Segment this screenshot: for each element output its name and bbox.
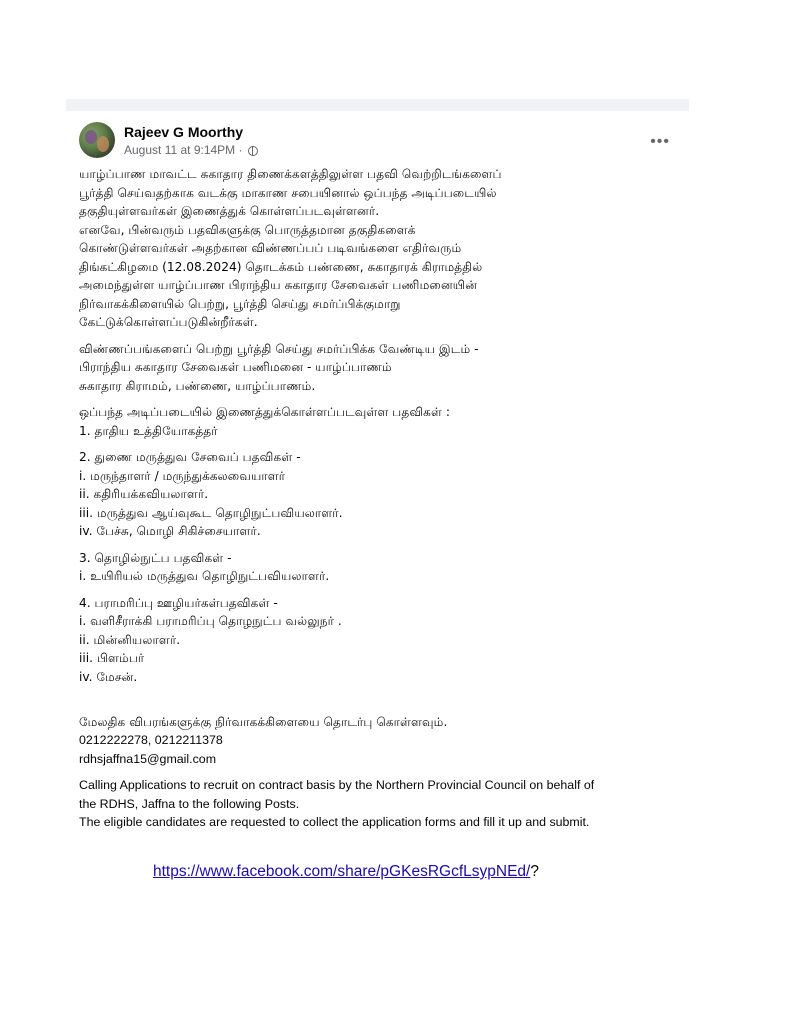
post-text-line: ii. கதிரியக்கவியலாளர். (79, 487, 209, 501)
author-avatar[interactable] (79, 122, 115, 158)
post-text-line: 3. தொழில்நுட்ப பதவிகள் - (79, 550, 232, 565)
post-text-line: பிராந்திய சுகாதார சேவைகள் பணிமனை - யாழ்ப்பாணம் (79, 360, 392, 374)
post-text-line: iii. மருத்துவ ஆய்வுகூட தொழிநுட்பவியலாளர். (79, 505, 343, 520)
post-paragraph (79, 165, 679, 332)
share-link[interactable]: https://www.facebook.com/share/pGKesRGcfLsypNEd/ (153, 863, 531, 880)
post-text-line: எனவே, பின்வரும் பதவிகளுக்கு பொருத்தமான தகுதிகளைக் (79, 222, 416, 237)
post-text-line: கேட்டுக்கொள்ளப்படுகின்றீர்கள். (79, 315, 258, 329)
globe-icon (248, 146, 258, 156)
post-paragraph (79, 549, 679, 586)
post-text-line (79, 694, 679, 713)
post-text-line: iv. மேசன். (79, 669, 138, 684)
post-text-line: 1. தாதிய உத்தியோகத்தர் (79, 423, 218, 438)
link-suffix: ? (530, 863, 539, 880)
post-text-line: மேலதிக விபரங்களுக்கு நிர்வாகக்கிளையை தொடர்பு கொள்ளவும். (79, 714, 448, 729)
post-paragraph (79, 694, 679, 768)
post-text-line: பூர்த்தி செய்வதற்காக வடக்கு மாகாண சபையினால் ஒப்பந்த அடிப்படையில் (79, 185, 497, 200)
post-header (79, 122, 674, 162)
post-text-line: i. மருந்தாளர் / மருந்துக்கலவையாளர் (79, 468, 286, 483)
more-options-button[interactable]: ••• (650, 133, 670, 150)
post-text-line: கொண்டுள்ளவர்கள் அதற்கான விண்ணப்பப் படிவங்களை எதிர்வரும் (79, 241, 462, 255)
share-link-line (153, 863, 539, 881)
post-text-line: அமைந்துள்ள யாழ்ப்பாண பிராந்திய சுகாதார சேவைகள் பணிமனையின் (79, 278, 478, 292)
post-paragraph (79, 403, 679, 440)
post-paragraph (79, 340, 679, 396)
post-text-line: i. உயிரியல் மருத்துவ தொழிநுட்பவியலாளர். (79, 569, 330, 583)
post-paragraph (79, 448, 679, 541)
post-text-line: யாழ்ப்பாண மாவட்ட சுகாதார திணைக்களத்திலுள்ள பதவி வெற்றிடங்களைப் (79, 167, 502, 181)
post-timestamp[interactable]: August 11 at 9:14PM · (124, 143, 243, 157)
post-paragraph (79, 594, 679, 687)
post-text-line: சுகாதார கிராமம், பண்ணை, யாழ்ப்பாணம். (79, 378, 316, 393)
post-text-line: 0212222278, 0212211378 (79, 733, 223, 747)
post-text-line: 2. துணை மருத்துவ சேவைப் பதவிகள் - (79, 450, 301, 464)
post-text-line: iii. பிளம்பர் (79, 651, 145, 665)
post-text-line: விண்ணப்பங்களைப் பெற்று பூர்த்தி செய்து சமர்ப்பிக்க வேண்டிய இடம் - (79, 341, 479, 356)
post-text-line: The eligible candidates are requested to collect the application forms and fill it up and submit. (79, 815, 590, 829)
post-text-line: rdhsjaffna15@gmail.com (79, 751, 217, 766)
post-paragraph (79, 776, 679, 832)
post-text-line: திங்கட்கிழமை (12.08.2024) தொடக்கம் பண்ணை, சுகாதாரக் கிராமத்தில் (79, 259, 483, 274)
author-name[interactable]: Rajeev G Moorthy (124, 124, 244, 140)
post-text-line: i. வளிசீராக்கி பராமரிப்பு தொழநுட்ப வல்லுநர் . (79, 614, 342, 628)
post-text-line: 4. பராமரிப்பு ஊழியர்கள்பதவிகள் - (79, 595, 278, 610)
post-text-line: Calling Applications to recruit on contract basis by the Northern Provincial Council on behalf of (79, 778, 595, 792)
post-text-line: நிர்வாகக்கிளையில் பெற்று, பூர்த்தி செய்து சமர்ப்பிக்குமாறு (79, 296, 401, 311)
post-text-line: ii. மின்னியலாளர். (79, 632, 181, 647)
facebook-post (66, 111, 689, 827)
post-text-line: தகுதியுள்ளவர்கள் இணைத்துக் கொள்ளப்படவுள்ளனர். (79, 204, 380, 218)
post-text-line: the RDHS, Jaffna to the following Posts. (79, 796, 300, 811)
post-body (79, 165, 679, 840)
post-text-line: ஒப்பந்த அடிப்படையில் இணைத்துக்கொள்ளப்படவுள்ள பதவிகள் : (79, 405, 450, 419)
post-text-line: iv. பேச்சு, மொழி சிகிச்சையாளர். (79, 524, 261, 538)
feed-background-strip (66, 99, 689, 111)
post-meta (124, 143, 258, 157)
